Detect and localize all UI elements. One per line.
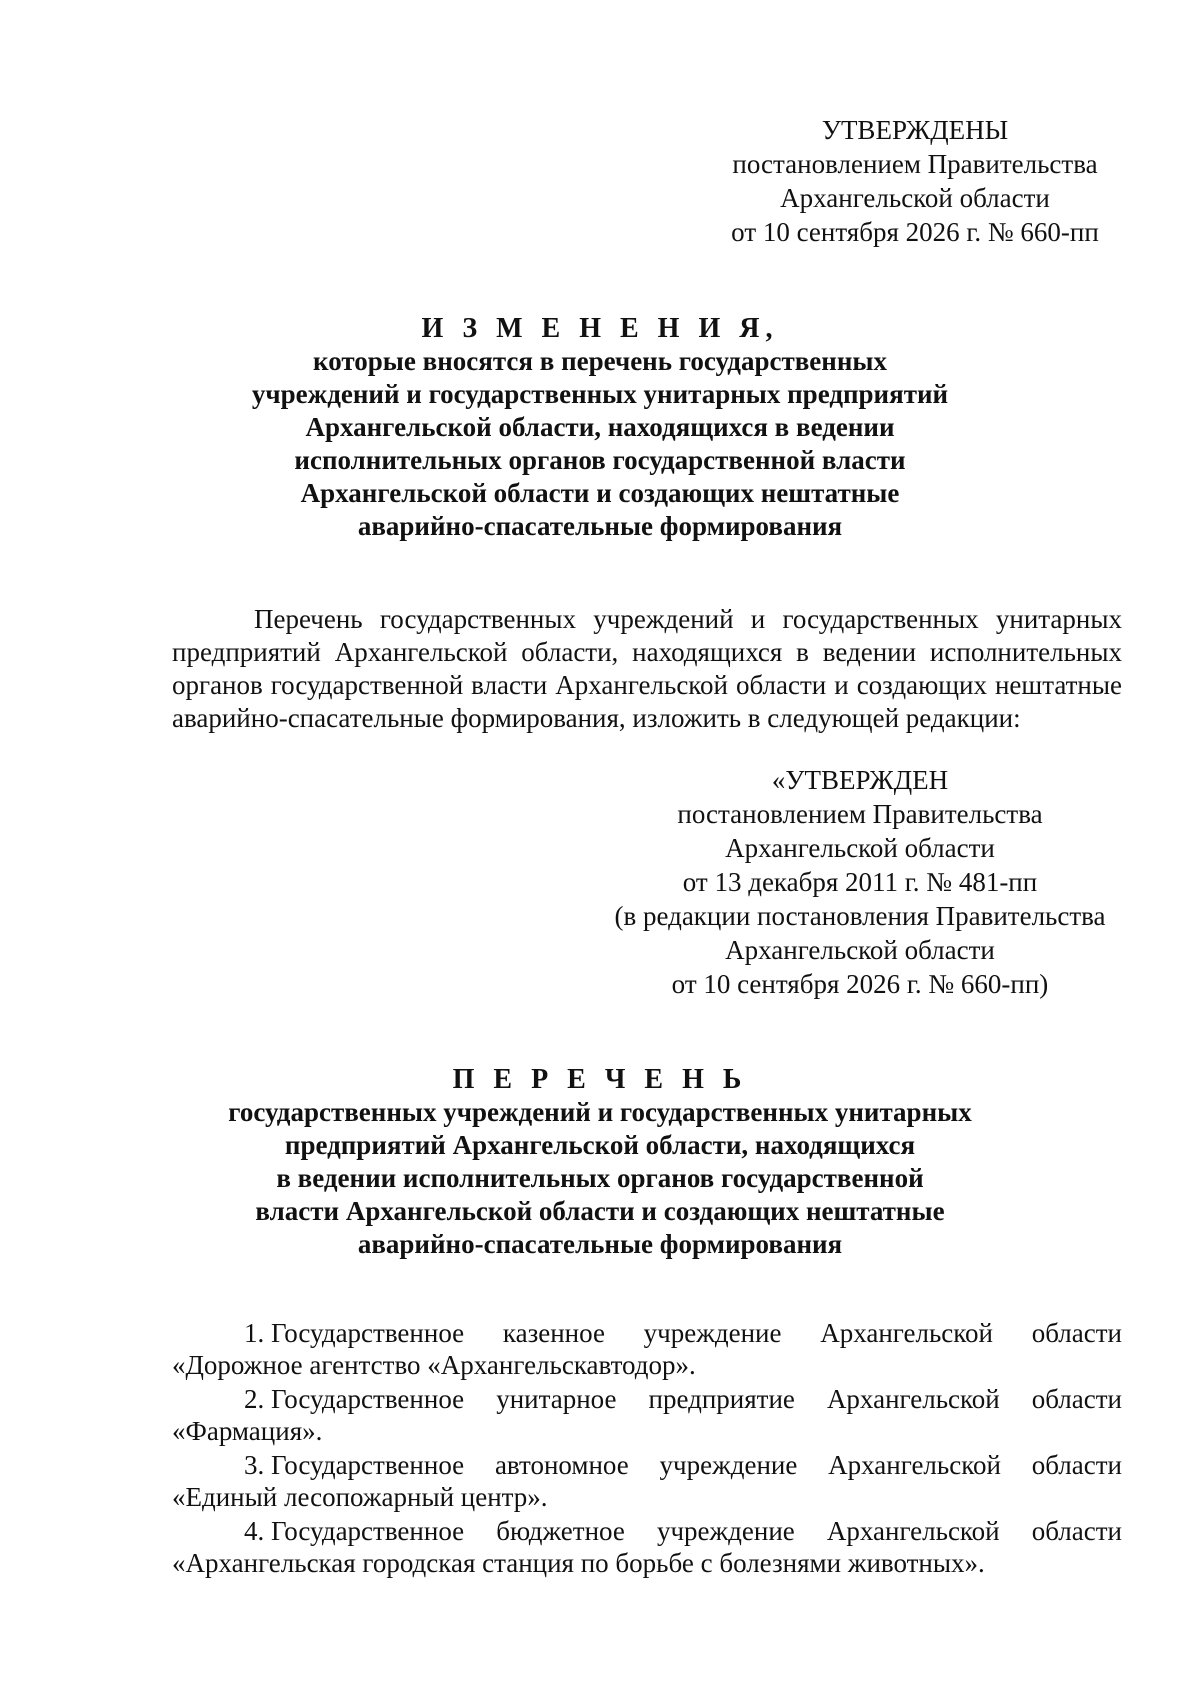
- list-item-number: 3.: [244, 1450, 265, 1480]
- list-item-number: 1.: [244, 1318, 265, 1348]
- list-item-number: 4.: [244, 1516, 265, 1546]
- heading-line: исполнительных органов государственной власти: [294, 445, 906, 475]
- list-item-start: [244, 1449, 464, 1481]
- heading-line: Архангельской области, находящихся в ведении: [305, 412, 895, 442]
- list-item-word: области: [1031, 1318, 1122, 1348]
- approval-line: Архангельской области: [725, 935, 995, 965]
- list-item-word: области: [1031, 1516, 1122, 1546]
- heading-line: аварийно-спасательные формирования: [357, 1229, 843, 1259]
- heading-line: которые вносятся в перечень государственных: [313, 346, 887, 376]
- list-item-word: автономное: [494, 1450, 629, 1480]
- approval-line: (в редакции постановления Правительства: [614, 901, 1106, 931]
- approval-line: Архангельской области: [725, 833, 995, 863]
- list-item-first-line: [172, 1449, 1122, 1481]
- heading-line: Архангельской области и создающих нештатные: [300, 478, 900, 508]
- approval-block-2: [580, 763, 1140, 1001]
- list-item-word: казенное: [502, 1318, 605, 1348]
- list-item: [172, 1515, 1122, 1579]
- approval-title: «УТВЕРЖДЕН: [771, 765, 949, 795]
- list-item-word: предприятие: [648, 1384, 795, 1414]
- list-item-word: бюджетное: [496, 1516, 625, 1546]
- list-item: [172, 1317, 1122, 1381]
- list-item-word: Архангельской: [828, 1450, 1001, 1480]
- list-item: [172, 1383, 1122, 1447]
- list-item-number: 2.: [244, 1384, 265, 1414]
- list-item-word: унитарное: [496, 1384, 617, 1414]
- list-item-start: [244, 1383, 464, 1415]
- approval-date: от 10 сентября 2026 г. № 660-пп): [671, 969, 1049, 999]
- list-item-first-line: [172, 1383, 1122, 1415]
- approval-date: от 10 сентября 2026 г. № 660-пп: [731, 217, 1099, 247]
- heading-line: аварийно-спасательные формирования: [357, 511, 843, 541]
- list-item-first-line: [172, 1515, 1122, 1547]
- list-item-word: Архангельской: [820, 1318, 993, 1348]
- list-item-word: Государственное: [271, 1318, 465, 1348]
- approval-block: [700, 113, 1130, 249]
- list-item-continuation: «Архангельская городская станция по борьбе с болезнями животных».: [172, 1548, 985, 1578]
- list-item-word: Архангельской: [826, 1516, 1000, 1546]
- list-title: П Е Р Е Ч Е Н Ь: [452, 1064, 748, 1095]
- list-item-word: учреждение: [643, 1318, 782, 1348]
- list-item-word: области: [1031, 1450, 1122, 1480]
- list-heading: [150, 1063, 1050, 1261]
- list-item-start: [244, 1515, 464, 1547]
- list-item-word: Государственное: [271, 1384, 465, 1414]
- approval-title: УТВЕРЖДЕНЫ: [821, 115, 1009, 145]
- list-item-start: [244, 1317, 464, 1349]
- approval-line: Архангельской области: [780, 183, 1050, 213]
- heading-line: власти Архангельской области и создающих нештатные: [255, 1196, 945, 1226]
- list-item-word: Архангельской: [826, 1384, 1000, 1414]
- changes-heading: [150, 312, 1050, 543]
- changes-title: И З М Е Н Е Н И Я,: [421, 313, 779, 344]
- heading-line: учреждений и государственных унитарных предприятий: [251, 379, 949, 409]
- approval-line: постановлением Правительства: [732, 149, 1098, 179]
- list-item-word: учреждение: [659, 1450, 798, 1480]
- list-item-word: области: [1031, 1384, 1122, 1414]
- list-item: [172, 1449, 1122, 1513]
- heading-line: государственных учреждений и государственных унитарных: [228, 1097, 972, 1127]
- list-item-word: учреждение: [656, 1516, 795, 1546]
- heading-line: предприятий Архангельской области, находящихся: [284, 1130, 916, 1160]
- list-item-first-line: [172, 1317, 1122, 1349]
- approval-date: от 13 декабря 2011 г. № 481-пп: [682, 867, 1038, 897]
- list-item-word: Государственное: [271, 1516, 465, 1546]
- list-item-word: Государственное: [271, 1450, 465, 1480]
- main-paragraph: Перечень государственных учреждений и государственных унитарных предприятий Архангельской области, находящихся в ведении исполнительных органов государственной власти Архангельской области и создающих нештатные аварийно-спасательные формирования, изложить в следующей редакции:: [172, 604, 1122, 733]
- organizations-list: [172, 1317, 1122, 1581]
- list-item-continuation: «Фармация».: [172, 1416, 323, 1446]
- list-item-continuation: «Единый лесопожарный центр».: [172, 1482, 548, 1512]
- list-item-continuation: «Дорожное агентство «Архангельскавтодор».: [172, 1350, 696, 1380]
- approval-line: постановлением Правительства: [677, 799, 1043, 829]
- heading-line: в ведении исполнительных органов государственной: [276, 1163, 924, 1193]
